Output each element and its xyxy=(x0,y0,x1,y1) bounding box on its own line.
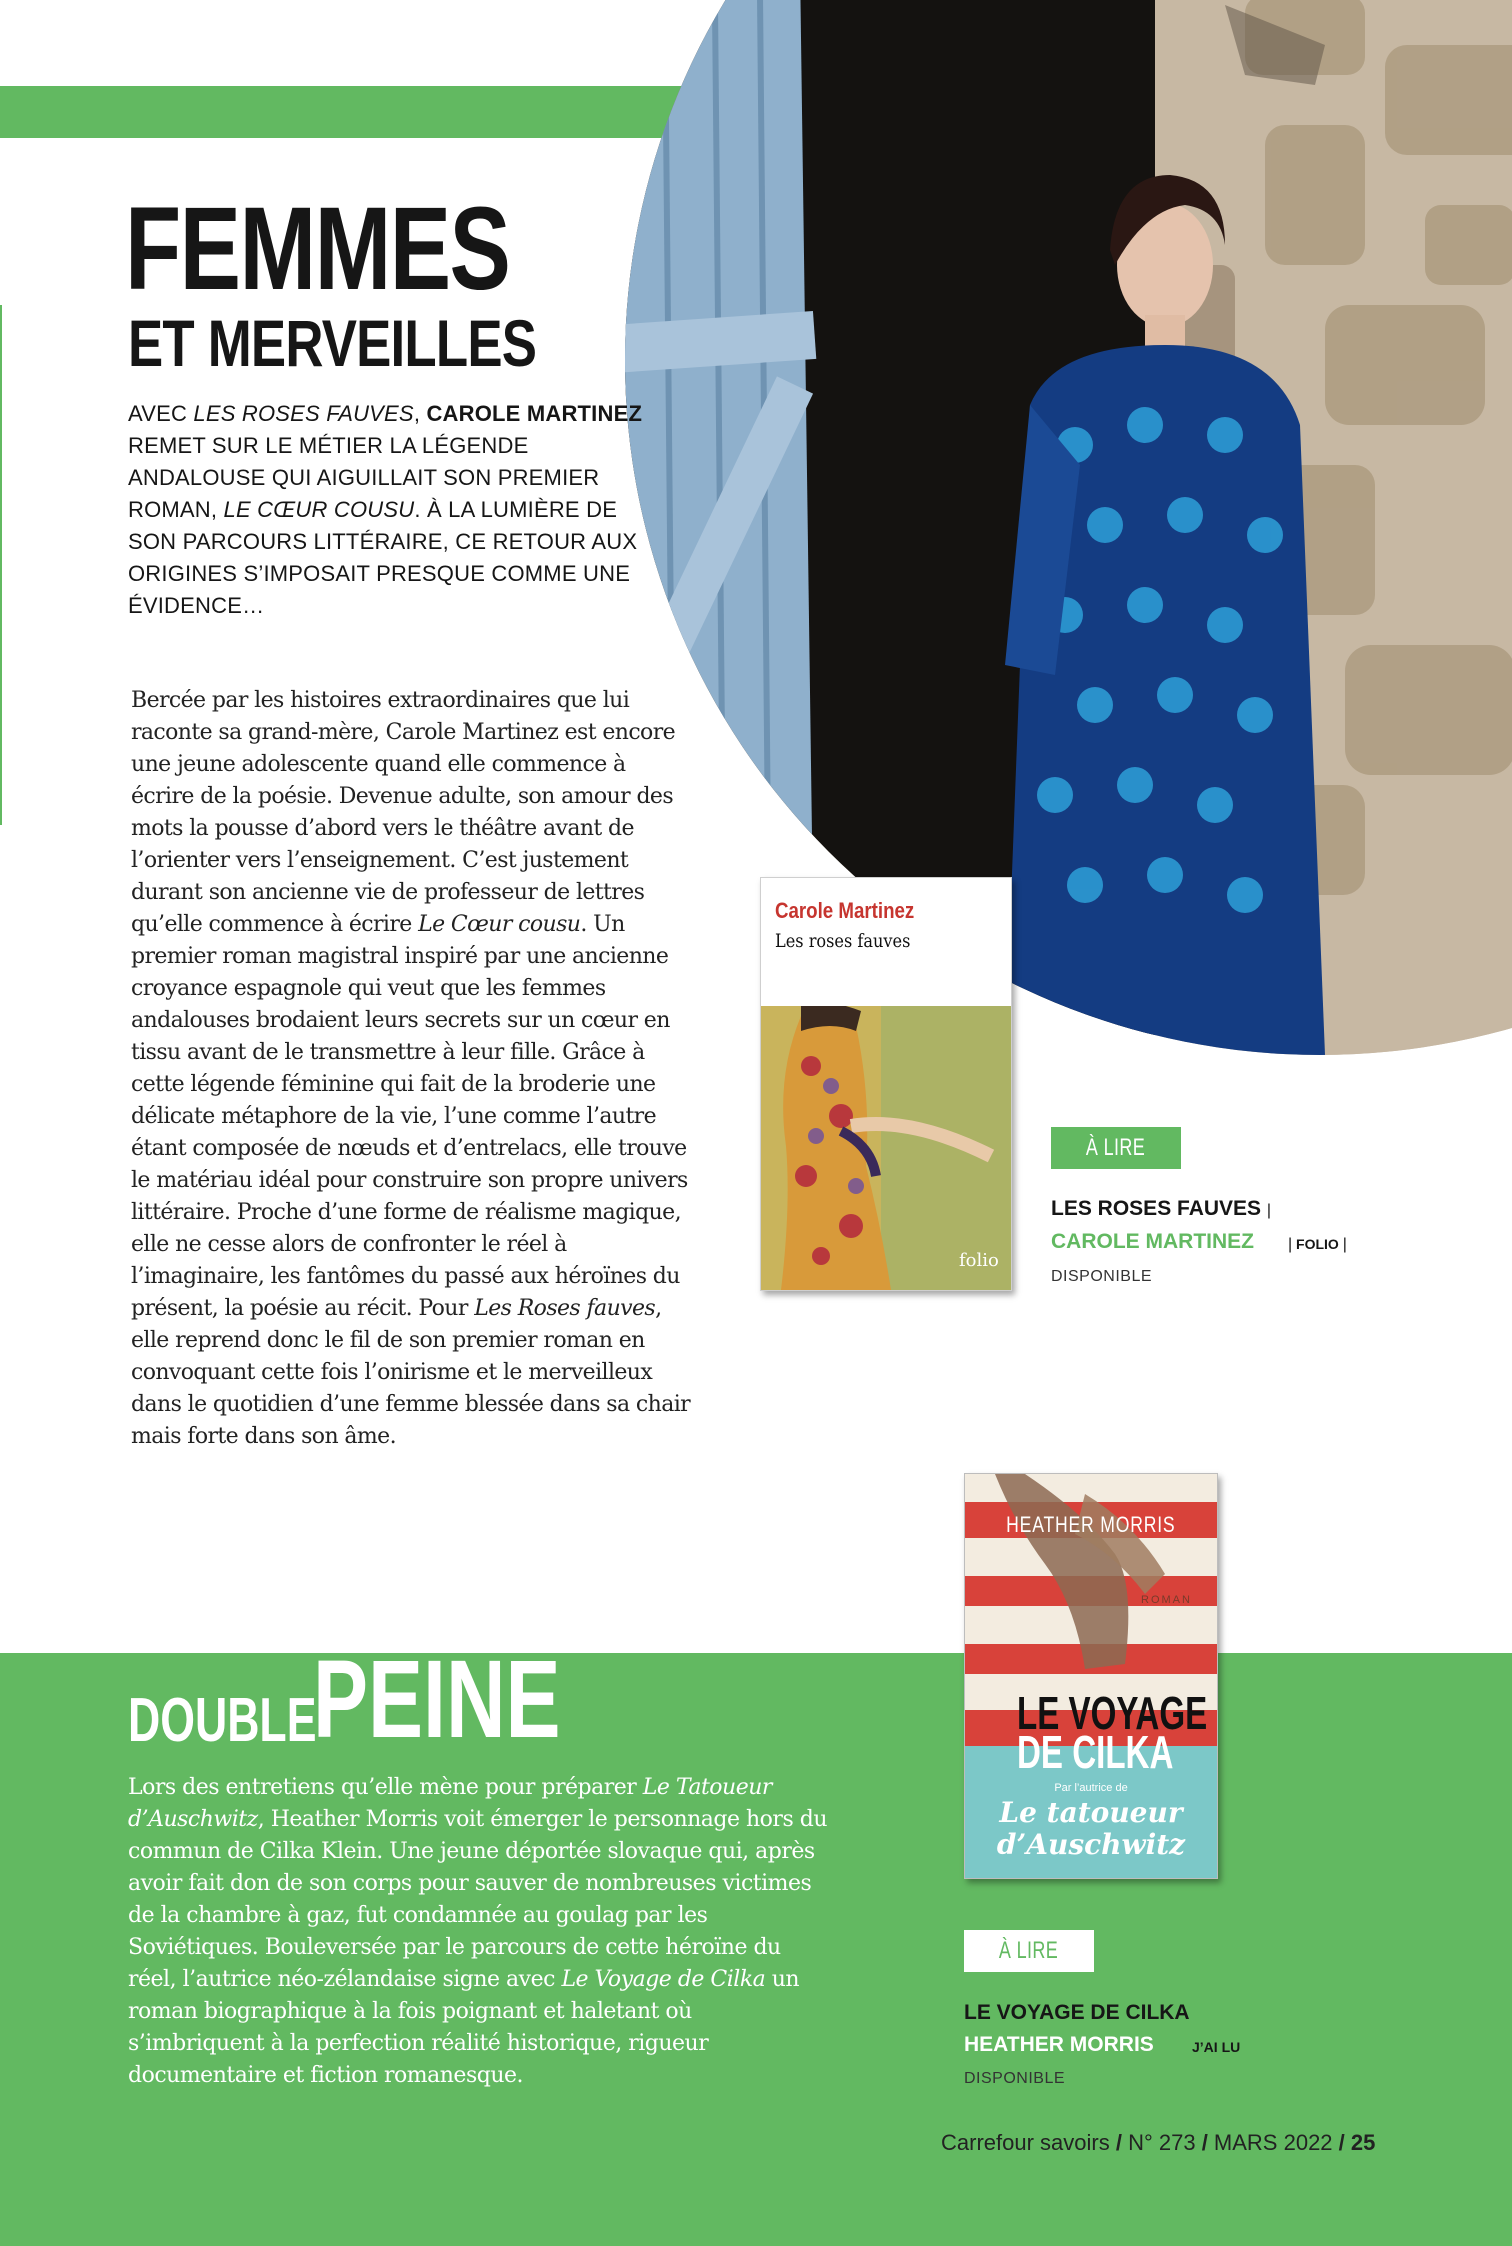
cover-author: HEATHER MORRIS xyxy=(1006,1512,1176,1537)
article-subtitle: ET MERVEILLES xyxy=(128,306,537,380)
reference-author: CAROLE MARTINEZ xyxy=(1051,1230,1254,1253)
cover-title: Les roses fauves xyxy=(775,930,911,952)
cover-title-line-2: DE CILKA xyxy=(1017,1726,1174,1778)
reference-availability: DISPONIBLE xyxy=(964,2070,1066,2087)
cover-other-title-2: d’Auschwitz xyxy=(996,1828,1186,1861)
article-lead: AVEC LES ROSES FAUVES, CAROLE MARTINEZ REMET SUR LE MÉTIER LA LÉGENDE ANDALOUSE QUI AIGUILLAIT SON PREMIER ROMAN, LE CŒUR COUSU. À LA LUMIÈRE DE SON PARCOURS LITTÉRAIRE, CE RETOUR AUX ORIGINES S’IMPOSAIT PRESQUE COMME UNE ÉVIDENCE… xyxy=(128,401,643,618)
left-green-rule xyxy=(0,305,2,825)
reference-title: LE VOYAGE DE CILKA xyxy=(964,2001,1190,2024)
book-cover-les-roses-fauves xyxy=(760,877,1012,1291)
reference-author: HEATHER MORRIS xyxy=(964,2033,1154,2056)
cover-title-line-1: LE VOYAGE xyxy=(1017,1687,1208,1739)
cover-other-title-1: Le tatoueur xyxy=(999,1796,1183,1829)
read-badge: À LIRE xyxy=(964,1930,1094,1972)
cover-tagline: Par l’autrice de xyxy=(1054,1782,1128,1794)
article2-body: Lors des entretiens qu’elle mène pour préparer Le Tatoueur d’Auschwitz, Heather Morris voit émerger le personnage hors du commun de Cilka Klein. Une jeune déportée slovaque qui, après avoir fait don de son corps pour sauver de nombreuses victimes de la chambre à gaz, fut condamnée au goulag par les Soviétiques. Bouleversée par le parcours de cette héroïne du réel, l’autrice néo-zélandaise signe avec Le Voyage de Cilka un roman biographique à la fois poignant et haletant où s’imbriquent à la perfection réalité historique, rigueur documentaire et fiction romanesque. xyxy=(128,1775,827,2088)
reference-publisher: | FOLIO | xyxy=(1288,1236,1347,1253)
article2-title-small: DOUBLE xyxy=(128,1686,317,1755)
page-footer: Carrefour savoirs / N° 273 / MARS 2022 / 25 xyxy=(941,2130,1376,2155)
read-badge: À LIRE xyxy=(1051,1127,1181,1169)
author-photo xyxy=(625,0,1512,1055)
book-cover-le-voyage-de-cilka xyxy=(964,1473,1218,1879)
article-title: FEMMES xyxy=(125,183,510,315)
reference-title: LES ROSES FAUVES | xyxy=(1051,1197,1272,1220)
cover-genre: ROMAN xyxy=(1141,1594,1192,1606)
cover-author: Carole Martinez xyxy=(775,898,915,923)
folio-logo: folio xyxy=(959,1250,999,1271)
reference-publisher: J’AI LU xyxy=(1192,2039,1241,2055)
article2-title-big: PEINE xyxy=(313,1638,561,1761)
reference-availability: DISPONIBLE xyxy=(1051,1268,1153,1285)
author-photo-illustration xyxy=(625,0,1512,1055)
cover-painting xyxy=(761,1006,1011,1290)
article-body: Bercée par les histoires extraordinaires que lui raconte sa grand-mère, Carole Martinez est encore une jeune adolescente quand elle commence à écrire de la poésie. Devenue adulte, son amour des mots la pousse d’abord vers le théâtre avant de l’orienter vers l’enseignement. C’est justement durant son ancienne vie de professeur de lettres qu’elle commence à écrire Le Cœur cousu. Un premier roman magistral inspiré par une ancienne croyance espagnole qui veut que les femmes andalouses brodaient leurs secrets sur un cœur en tissu avant de le transmettre à leur fille. Grâce à cette légende féminine qui fait de la broderie une délicate métaphore de la vie, l’une comme l’autre étant composée de nœuds et d’entrelacs, elle trouve le matériau idéal pour construire son propre univers littéraire. Proche d’une forme de réalisme magique, elle ne cesse alors de confronter le réel à l’imaginaire, les fantômes du passé aux héroïnes du présent, la poésie au récit. Pour Les Roses fauves, elle reprend donc le fil de son premier roman en convoquant cette fois l’onirisme et le merveilleux dans le quotidien d’une femme blessée dans sa chair mais forte dans son âme. xyxy=(131,688,691,1449)
